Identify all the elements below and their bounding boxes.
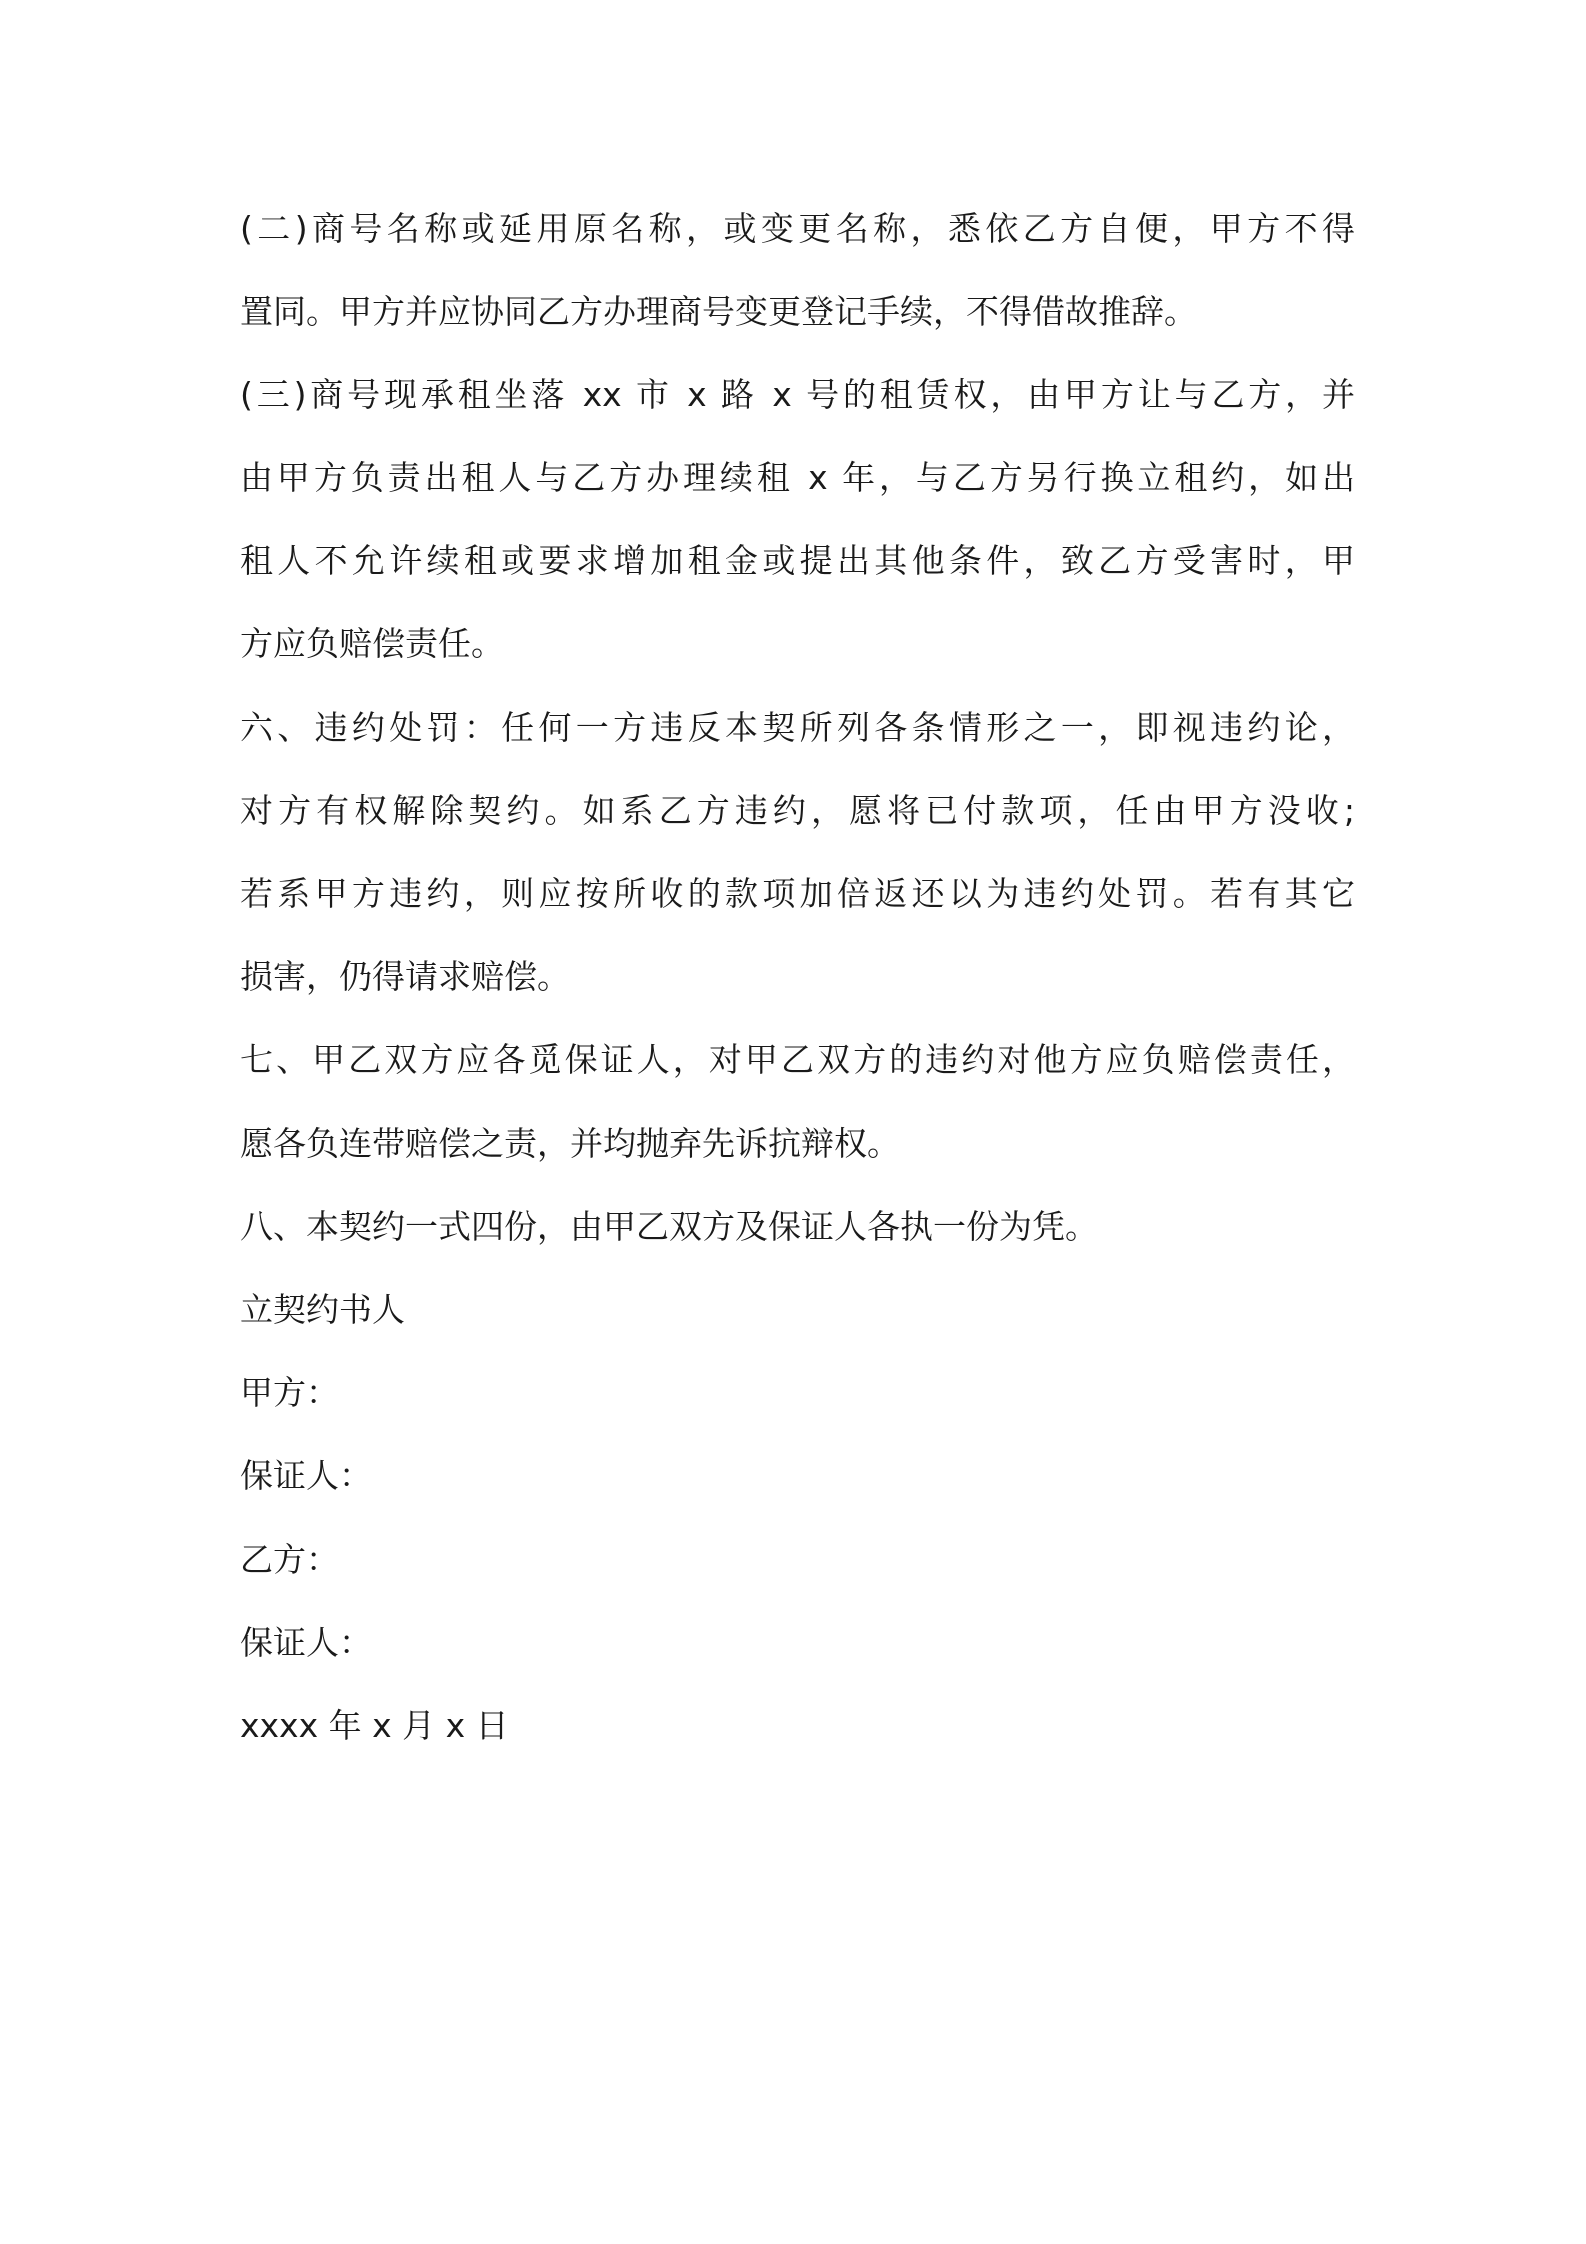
- section-6-line-3: 若系甲方违约，则应按所收的款项加倍返还以为违约处罚。若有其它: [240, 874, 1355, 913]
- clause-2-line-2: 置同。甲方并应协同乙方办理商号变更登记手续，不得借故推辞。: [240, 292, 1197, 331]
- clause-3-line-2: 由甲方负责出租人与乙方办理续租 x 年，与乙方另行换立租约，如出: [240, 458, 1355, 497]
- signature-heading: 立契约书人: [240, 1290, 405, 1329]
- section-6-line-1: 六、违约处罚：任何一方违反本契所列各条情形之一，即视违约论，: [240, 708, 1355, 747]
- signing-date: xxxx 年 x 月 x 日: [240, 1706, 509, 1745]
- section-7-line-2: 愿各负连带赔偿之责，并均抛弃先诉抗辩权。: [240, 1124, 900, 1163]
- section-6-line-2: 对方有权解除契约。如系乙方违约，愿将已付款项，任由甲方没收;: [240, 791, 1355, 830]
- section-6-line-4: 损害，仍得请求赔偿。: [240, 957, 570, 996]
- clause-3-line-3: 租人不允许续租或要求增加租金或提出其他条件，致乙方受害时，甲: [240, 541, 1355, 580]
- section-8-line-1: 八、本契约一式四份，由甲乙双方及保证人各执一份为凭。: [240, 1207, 1098, 1246]
- clause-2-line-1: (二)商号名称或延用原名称，或变更名称，悉依乙方自便，甲方不得: [240, 209, 1355, 248]
- party-a-label: 甲方：: [240, 1373, 339, 1412]
- guarantor-b-label: 保证人：: [240, 1623, 372, 1662]
- clause-3-line-4: 方应负赔偿责任。: [240, 624, 504, 663]
- guarantor-a-label: 保证人：: [240, 1456, 372, 1495]
- clause-3-line-1: (三)商号现承租坐落 xx 市 x 路 x 号的租赁权，由甲方让与乙方，并: [240, 375, 1355, 414]
- section-7-line-1: 七、甲乙双方应各觅保证人，对甲乙双方的违约对他方应负赔偿责任，: [240, 1040, 1355, 1079]
- party-b-label: 乙方：: [240, 1540, 339, 1579]
